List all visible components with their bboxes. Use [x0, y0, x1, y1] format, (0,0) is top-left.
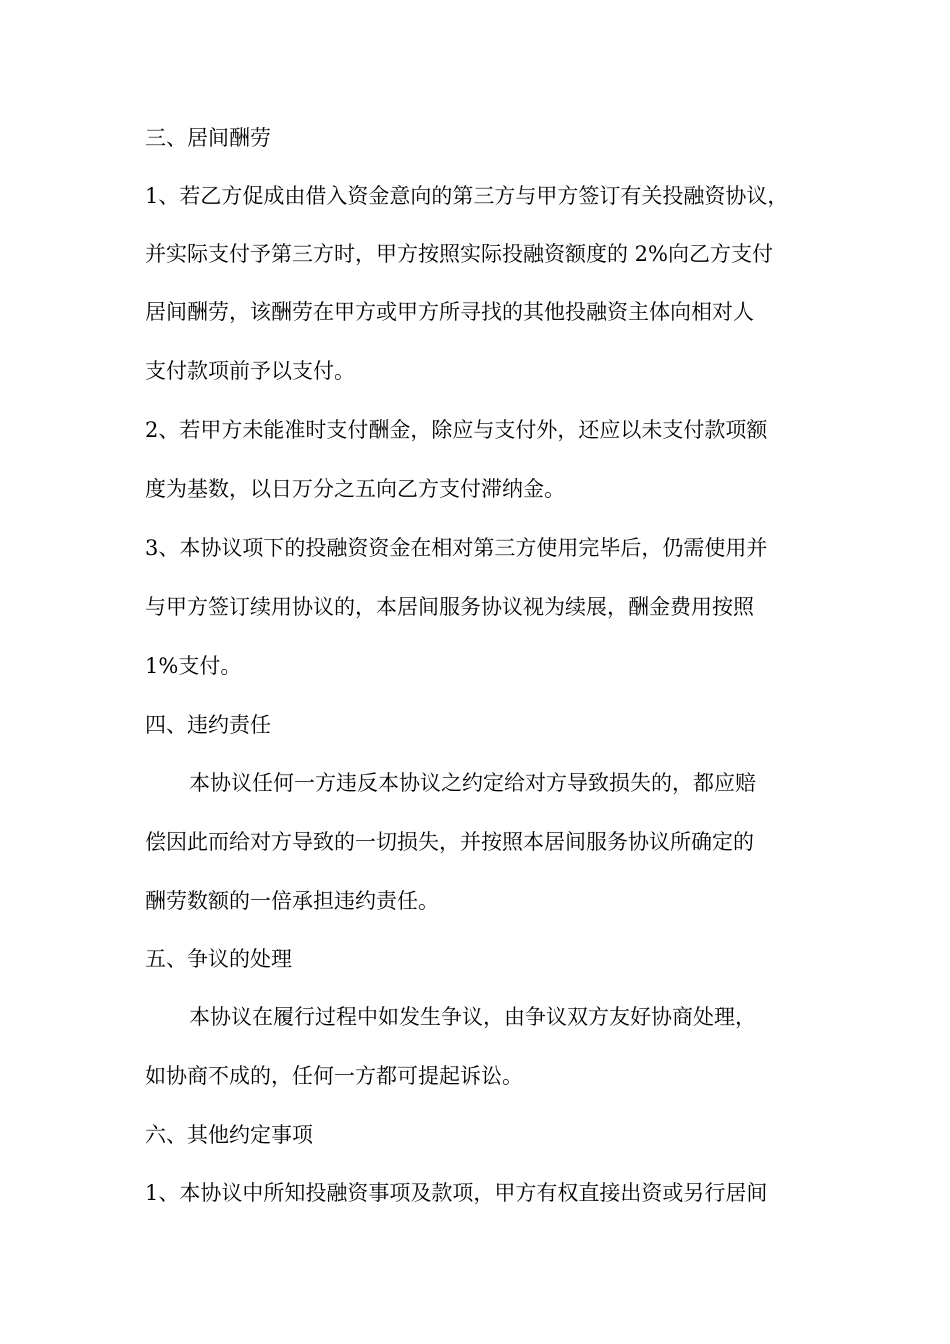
- paragraph-line: 度为基数，以日万分之五向乙方支付滞纳金。: [145, 477, 565, 501]
- paragraph-line: 居间酬劳，该酬劳在甲方或甲方所寻找的其他投融资主体向相对人: [145, 300, 754, 324]
- paragraph-line: 酬劳数额的一倍承担违约责任。: [145, 889, 439, 913]
- paragraph-line: 如协商不成的，任何一方都可提起诉讼。: [145, 1064, 523, 1088]
- section-heading-4: 四、违约责任: [145, 713, 271, 737]
- paragraph-line: 偿因此而给对方导致的一切损失，并按照本居间服务协议所确定的: [145, 830, 754, 854]
- paragraph-line: 本协议在履行过程中如发生争议，由争议双方友好协商处理，: [189, 1005, 756, 1029]
- paragraph-line: 1%支付。: [145, 654, 242, 678]
- section-heading-5: 五、争议的处理: [145, 947, 292, 971]
- paragraph-line: 3、本协议项下的投融资资金在相对第三方使用完毕后，仍需使用并: [145, 536, 768, 560]
- paragraph-line: 并实际支付予第三方时，甲方按照实际投融资额度的 2%向乙方支付: [145, 242, 773, 266]
- paragraph-line: 1、若乙方促成由借入资金意向的第三方与甲方签订有关投融资协议，: [145, 184, 789, 208]
- paragraph-line: 支付款项前予以支付。: [145, 359, 355, 383]
- section-heading-6: 六、其他约定事项: [145, 1123, 313, 1147]
- paragraph-line: 1、本协议中所知投融资事项及款项，甲方有权直接出资或另行居间: [145, 1181, 768, 1205]
- paragraph-line: 本协议任何一方违反本协议之约定给对方导致损失的，都应赔: [189, 771, 756, 795]
- paragraph-line: 2、若甲方未能准时支付酬金，除应与支付外，还应以未支付款项额: [145, 418, 768, 442]
- section-heading-3: 三、居间酬劳: [145, 126, 271, 150]
- paragraph-line: 与甲方签订续用协议的，本居间服务协议视为续展，酬金费用按照: [145, 595, 754, 619]
